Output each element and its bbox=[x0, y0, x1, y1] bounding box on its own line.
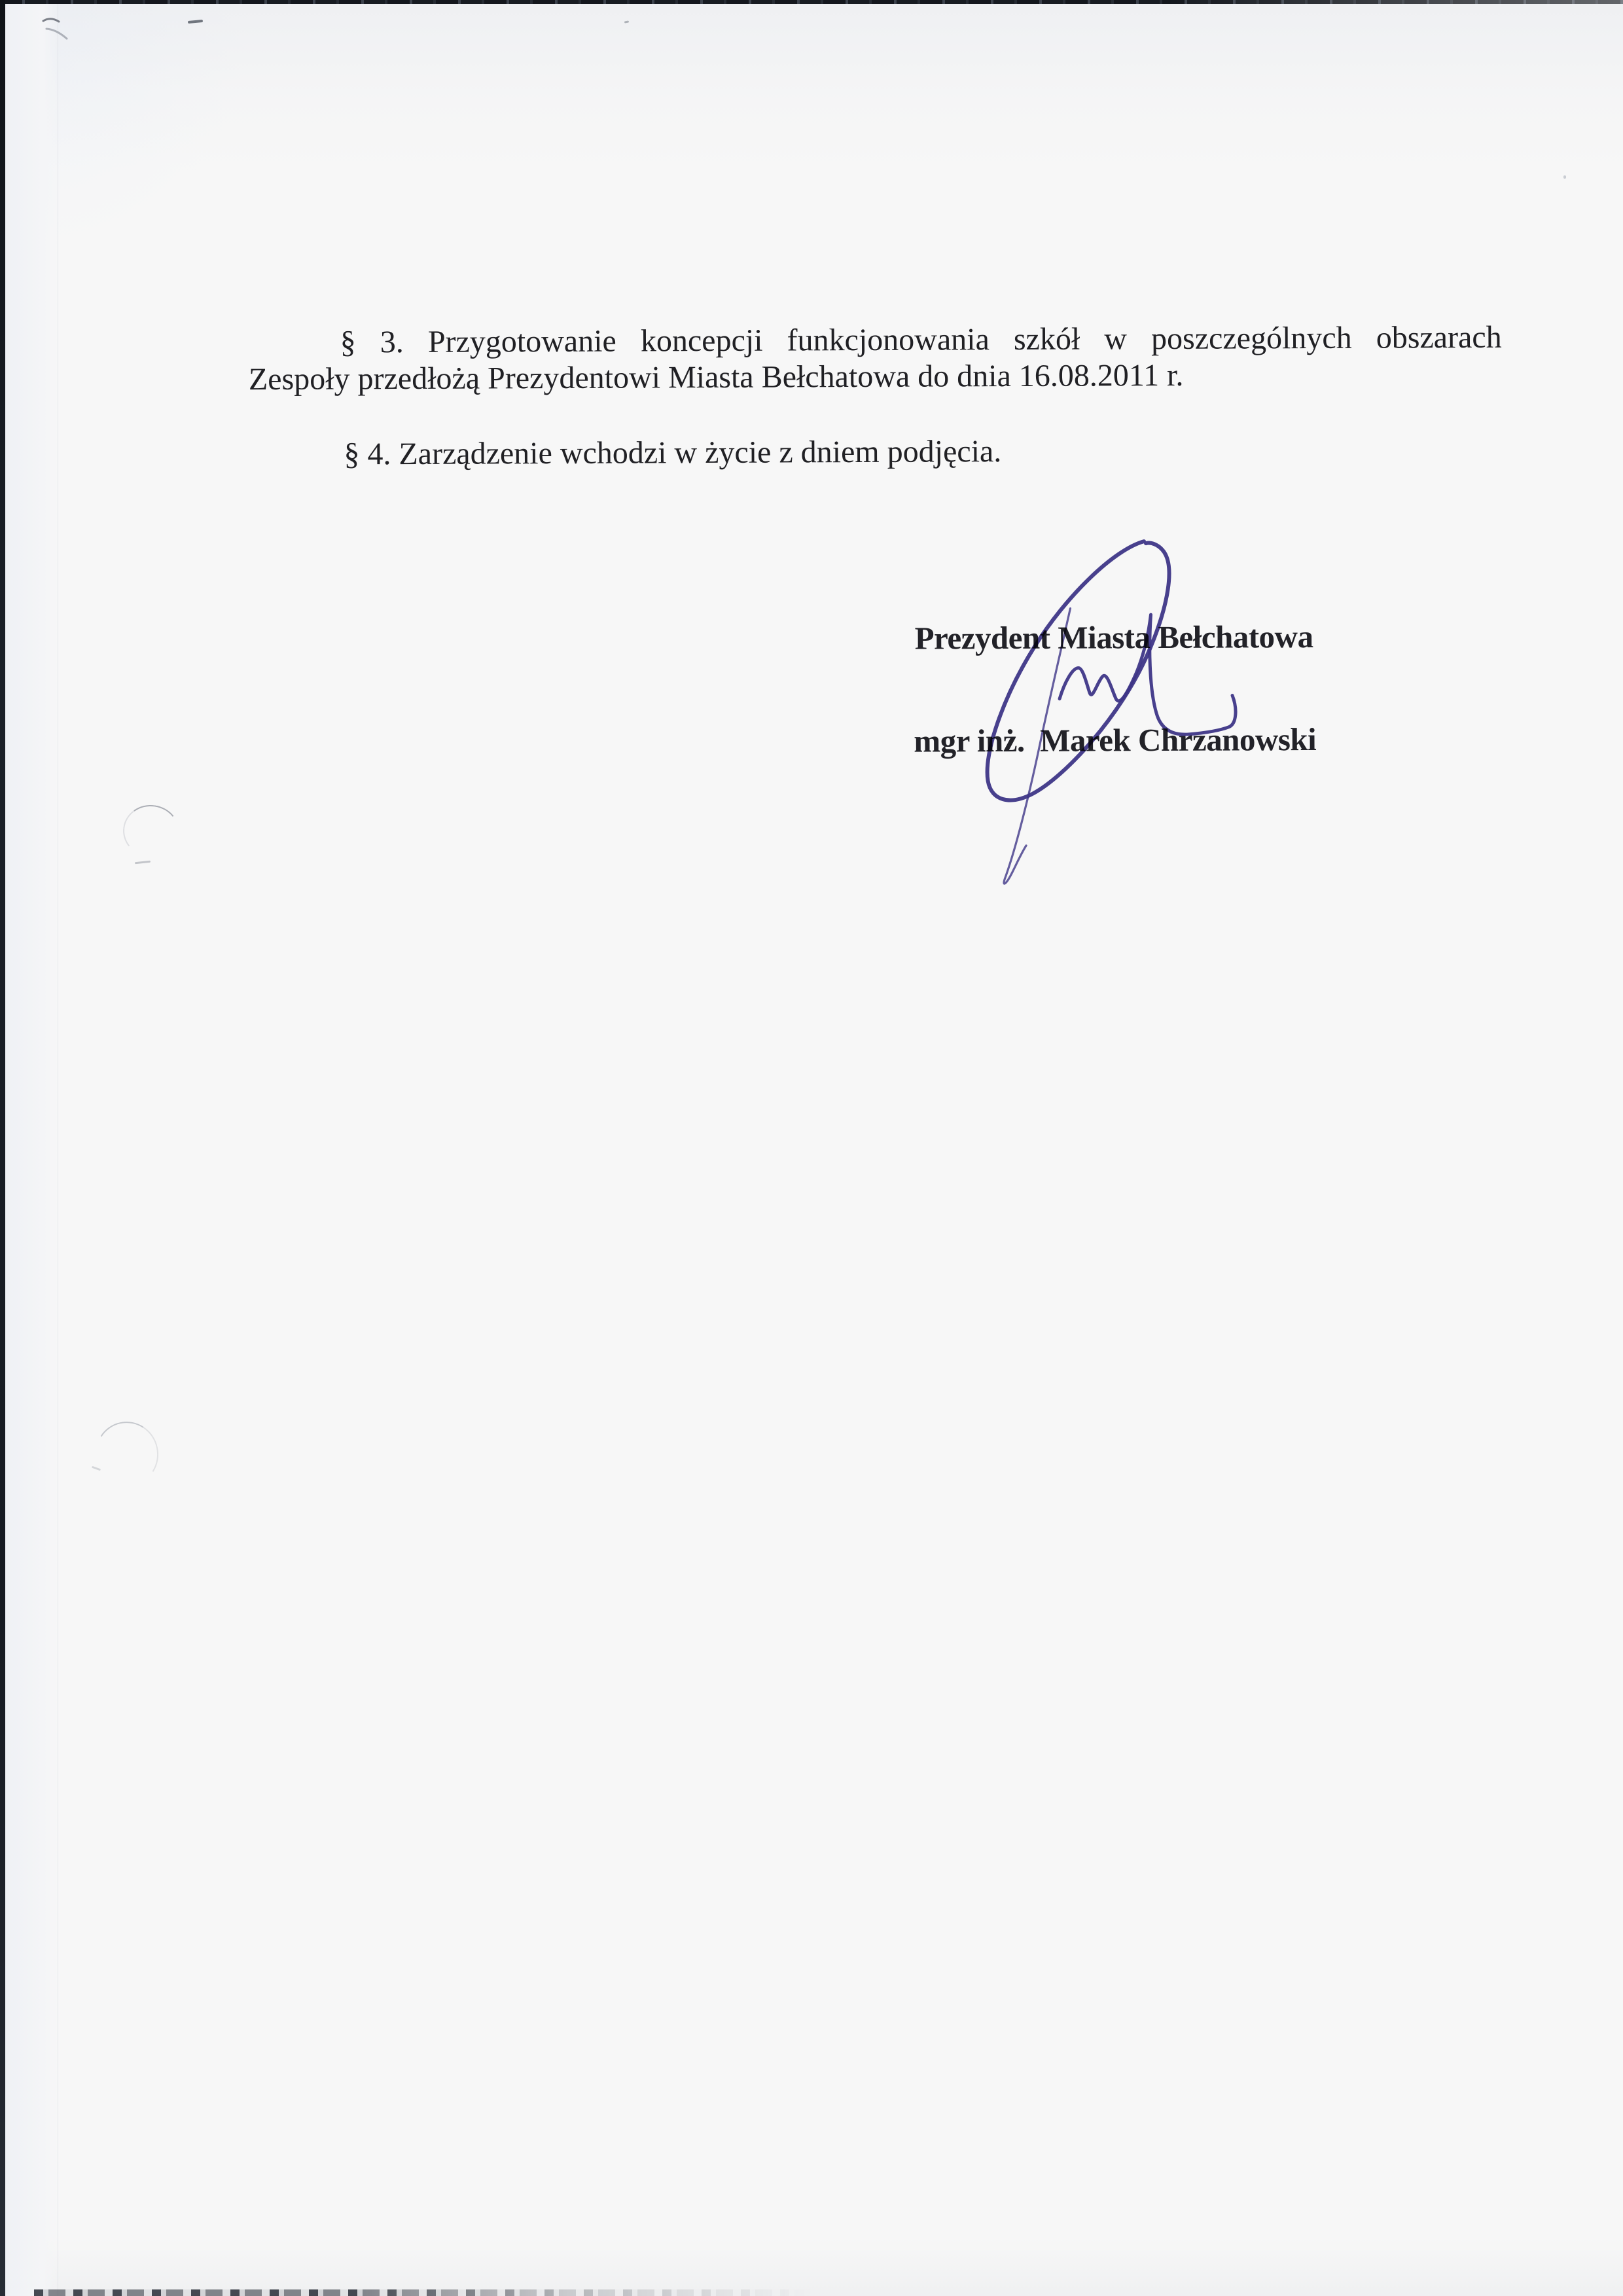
signature-name: mgr inż. Marek Chrzanowski bbox=[914, 721, 1317, 759]
paragraph-3-line-1: § 3. Przygotowanie koncepcji funkcjonowania szkół w poszczególnych obszarach bbox=[340, 319, 1502, 360]
signature-loop-stroke bbox=[986, 541, 1170, 800]
scan-bottom-edge-artifact bbox=[34, 2289, 852, 2296]
signature-tail-stroke bbox=[1003, 609, 1071, 884]
signature-title: Prezydent Miasta Bełchatowa bbox=[914, 618, 1313, 656]
scan-left-edge-artifact bbox=[0, 0, 5, 2296]
handwritten-signature-ink bbox=[956, 519, 1259, 913]
signature-zigzag-stroke bbox=[1059, 615, 1236, 735]
paragraph-3 bbox=[249, 319, 1502, 398]
scan-top-edge-artifact bbox=[0, 0, 1623, 4]
paragraph-3-line-2: Zespoły przedłożą Prezydentowi Miasta Bełchatowa do dnia 16.08.2011 r. bbox=[248, 357, 1184, 397]
paragraph-4: § 4. Zarządzenie wchodzi w życie z dniem podjęcia. bbox=[344, 434, 1002, 472]
